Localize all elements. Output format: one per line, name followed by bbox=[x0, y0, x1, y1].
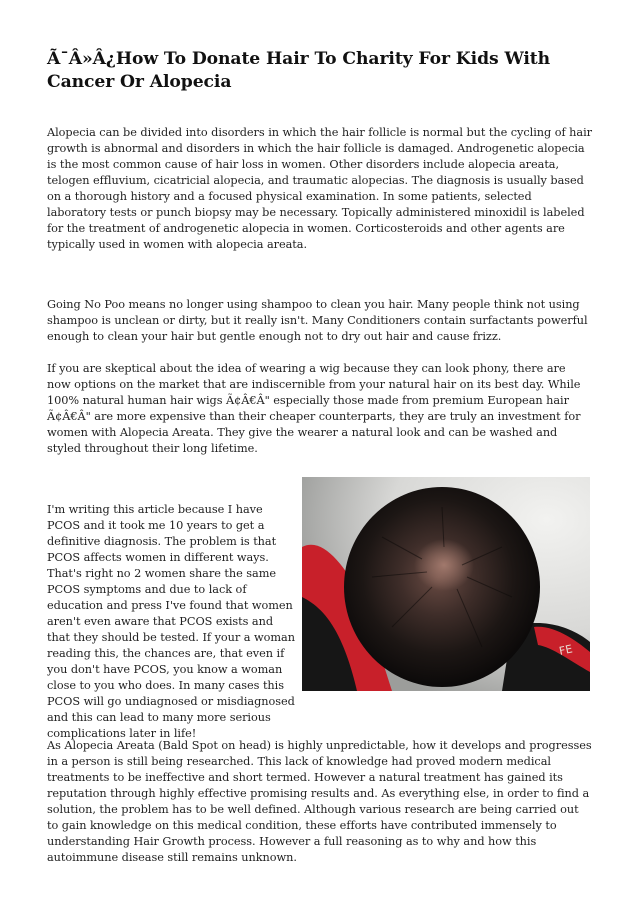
paragraph-text: I'm writing this article because I have PCOS and it took me 10 years to get a definitive diagnosis. The problem is that PCOS affects women in different ways. That's right no 2 women share the same PCOS symptoms and due to lack of education and press I've found that women aren't even aware that PCOS exists and that they should be tested. If your a woman reading this, the chances are, that even if you don't have PCOS, you know a woman close to you who does. In many cases this PCOS will go undiagnosed or misdiagnosed and this can lead to many more serious complications later in life! bbox=[47, 503, 295, 740]
paragraph-text: Alopecia can be divided into disorders in which the hair follicle is normal but the cycling of hair growth is abnormal and disorders in which the hair follicle is damaged. Androgenetic alopecia is the most common cause of hair loss in women. Other disorders include alopecia areata, telogen effluvium, cicatricial alopecia, and traumatic alopecias. The diagnosis is usually based on a thorough history and a focused physical examination. In some patients, selected laboratory tests or punch biopsy may be necessary. Topically administered minoxidil is labeled for the treatment of androgenetic alopecia in women. Corticosteroids and other agents are typically used in women with alopecia areata. bbox=[47, 126, 592, 251]
paragraph-no-poo bbox=[47, 297, 592, 345]
page-title: Ã¯Â»Â¿How To Donate Hair To Charity For Kids With Cancer Or Alopecia bbox=[47, 49, 551, 92]
paragraph-pcos bbox=[47, 502, 297, 742]
scalp-photo-illustration bbox=[302, 477, 590, 691]
paragraph-alopecia-areata bbox=[47, 738, 592, 866]
shirt-print-text: FE bbox=[557, 642, 574, 658]
paragraph-alopecia-overview bbox=[47, 125, 592, 253]
paragraph-wigs bbox=[47, 361, 592, 457]
paragraph-text: If you are skeptical about the idea of wearing a wig because they can look phony, there are now options on the market that are indiscernible from your natural hair on its best day. While 100% natural human hair wigs Ã¢Â€Â" especially those made from premium European hair Ã¢Â€Â" are more expensive than their cheaper counterparts, they are truly an investment for women with Alopecia Areata. They give the wearer a natural look and can be washed and styled throughout their long lifetime. bbox=[47, 362, 581, 455]
scalp-photo bbox=[302, 477, 590, 691]
paragraph-text: As Alopecia Areata (Bald Spot on head) is highly unpredictable, how it develops and progresses in a person is still being researched. This lack of knowledge had proved modern medical treatments to be ineffective and short termed. However a natural treatment has gained its reputation through highly effective promising results and. As everything else, in order to find a solution, the problem has to be well defined. Although various research are being carried out to gain knowledge on this medical condition, these efforts have contributed immensely to understanding Hair Growth process. However a full reasoning as to why and how this autoimmune disease still remains unknown. bbox=[47, 739, 592, 864]
paragraph-text: Going No Poo means no longer using shampoo to clean you hair. Many people think not using shampoo is unclean or dirty, but it really isn't. Many Conditioners contain surfactants powerful enough to clean your hair but gentle enough not to dry out hair and cause frizz. bbox=[47, 298, 588, 343]
